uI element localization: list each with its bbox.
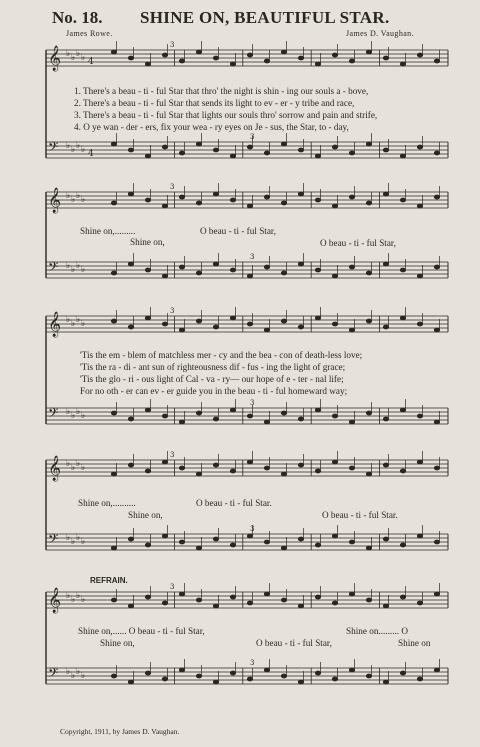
note-head — [281, 50, 286, 54]
flat-icon: ♭ — [81, 463, 86, 473]
refrain-lower-far: Shine on — [398, 638, 431, 648]
note-head — [128, 56, 133, 60]
note-head — [213, 463, 218, 467]
note-head — [111, 674, 116, 678]
note-head — [400, 469, 405, 473]
note-head — [196, 472, 201, 476]
note-head — [434, 151, 439, 155]
verse-line-4: 4. O ye wan - der - ers, fix your wea - ry eyes on Je - sus, the Star, to - day, — [74, 122, 349, 132]
note-head — [315, 595, 320, 599]
note-head — [281, 319, 286, 323]
note-head — [417, 677, 422, 681]
triplet-mark: 3 — [250, 399, 255, 407]
note-head — [281, 142, 286, 146]
note-head — [332, 322, 337, 326]
note-head — [196, 411, 201, 415]
system4-upper-right: O beau - ti - ful Star. — [196, 498, 272, 508]
note-head — [332, 204, 337, 208]
note-head — [179, 59, 184, 63]
note-head — [349, 151, 354, 155]
note-head — [264, 195, 269, 199]
chorus-line-2: 'Tis the ra - di - ant sun of righteousness dif - fus - ing the light of grace; — [80, 362, 346, 372]
treble-clef-icon: 𝄞 — [48, 312, 62, 337]
flat-icon: ♭ — [66, 261, 71, 271]
system4-upper-left: Shine on,.......... — [78, 498, 136, 508]
note-head — [366, 411, 371, 415]
note-head — [264, 466, 269, 470]
flat-icon: ♭ — [76, 191, 81, 201]
hymn-title: SHINE ON, BEAUTIFUL STAR. — [140, 8, 390, 27]
note-head — [434, 540, 439, 544]
note-head — [281, 674, 286, 678]
flat-icon: ♭ — [76, 533, 81, 543]
flat-icon: ♭ — [71, 195, 76, 205]
flat-icon: ♭ — [66, 49, 71, 59]
note-head — [128, 417, 133, 421]
note-head — [196, 546, 201, 550]
note-head — [434, 420, 439, 424]
note-head — [332, 534, 337, 538]
note-head — [145, 62, 150, 66]
note-head — [162, 322, 167, 326]
note-head — [349, 540, 354, 544]
note-head — [213, 417, 218, 421]
note-head — [298, 417, 303, 421]
flat-icon: ♭ — [66, 407, 71, 417]
note-head — [145, 408, 150, 412]
note-head — [417, 274, 422, 278]
flat-icon: ♭ — [71, 319, 76, 329]
note-head — [298, 192, 303, 196]
note-head — [315, 543, 320, 547]
note-head — [230, 268, 235, 272]
note-head — [332, 274, 337, 278]
system2-lower-right: O beau - ti - ful Star, — [200, 226, 276, 236]
hymn-number: No. 18. — [52, 8, 103, 27]
note-head — [383, 680, 388, 684]
note-head — [434, 59, 439, 63]
note-head — [247, 677, 252, 681]
treble-clef-icon: 𝄞 — [48, 588, 62, 613]
note-head — [196, 674, 201, 678]
note-head — [162, 534, 167, 538]
note-head — [383, 56, 388, 60]
note-head — [332, 601, 337, 605]
lyricist-credit: James Rowe. — [66, 29, 113, 38]
note-head — [349, 59, 354, 63]
note-head — [366, 271, 371, 275]
note-head — [179, 265, 184, 269]
note-head — [349, 265, 354, 269]
note-head — [366, 319, 371, 323]
note-head — [247, 322, 252, 326]
note-head — [162, 460, 167, 464]
note-head — [298, 537, 303, 541]
note-head — [230, 408, 235, 412]
note-head — [162, 601, 167, 605]
note-head — [366, 201, 371, 205]
note-head — [298, 262, 303, 266]
note-head — [383, 262, 388, 266]
bass-clef-icon: 𝄢 — [48, 665, 59, 684]
flat-icon: ♭ — [81, 671, 86, 681]
note-head — [315, 198, 320, 202]
note-head — [247, 601, 252, 605]
note-head — [349, 420, 354, 424]
note-head — [349, 592, 354, 596]
note-head — [349, 668, 354, 672]
note-head — [366, 142, 371, 146]
note-head — [128, 325, 133, 329]
note-head — [111, 546, 116, 550]
system2-lower-left: Shine on, — [130, 237, 165, 247]
refrain-upper-right: Shine on......... O — [346, 626, 409, 636]
note-head — [383, 192, 388, 196]
flat-icon: ♭ — [66, 191, 71, 201]
note-head — [179, 151, 184, 155]
note-head — [434, 466, 439, 470]
note-head — [111, 142, 116, 146]
note-head — [281, 411, 286, 415]
flat-icon: ♭ — [66, 141, 71, 151]
note-head — [247, 274, 252, 278]
note-head — [196, 201, 201, 205]
note-head — [247, 145, 252, 149]
flat-icon: ♭ — [76, 407, 81, 417]
bass-clef-icon: 𝄢 — [48, 259, 59, 278]
treble-clef-icon: 𝄞 — [48, 46, 62, 71]
note-head — [196, 142, 201, 146]
note-head — [417, 460, 422, 464]
bass-clef-icon: 𝄢 — [48, 531, 59, 550]
flat-icon: ♭ — [81, 145, 86, 155]
note-head — [349, 328, 354, 332]
note-head — [366, 598, 371, 602]
triplet-mark: 3 — [170, 451, 175, 459]
note-head — [281, 271, 286, 275]
note-head — [145, 671, 150, 675]
note-head — [400, 408, 405, 412]
note-head — [230, 595, 235, 599]
triplet-mark: 3 — [250, 133, 255, 141]
flat-icon: ♭ — [81, 411, 86, 421]
note-head — [247, 414, 252, 418]
note-head — [434, 195, 439, 199]
note-head — [366, 674, 371, 678]
note-head — [213, 325, 218, 329]
note-head — [247, 534, 252, 538]
note-head — [298, 463, 303, 467]
note-head — [230, 154, 235, 158]
flat-icon: ♭ — [76, 459, 81, 469]
flat-icon: ♭ — [81, 195, 86, 205]
note-head — [145, 268, 150, 272]
time-signature: 4 — [88, 57, 94, 67]
composer-credit: James D. Vaughan. — [346, 29, 414, 38]
bass-clef-icon: 𝄢 — [48, 139, 59, 158]
note-head — [264, 59, 269, 63]
note-head — [179, 592, 184, 596]
note-head — [230, 198, 235, 202]
note-head — [128, 604, 133, 608]
note-head — [230, 316, 235, 320]
note-head — [400, 268, 405, 272]
note-head — [332, 677, 337, 681]
flat-icon: ♭ — [81, 319, 86, 329]
note-head — [417, 322, 422, 326]
note-head — [111, 472, 116, 476]
note-head — [366, 472, 371, 476]
note-head — [417, 414, 422, 418]
note-head — [247, 53, 252, 57]
chorus-line-3: 'Tis the glo - ri - ous light of Cal - va - ry— our hope of e - ter - nal life; — [80, 374, 344, 384]
note-head — [332, 460, 337, 464]
note-head — [179, 668, 184, 672]
note-head — [145, 543, 150, 547]
system4-lower-left: Shine on, — [128, 510, 163, 520]
triplet-mark: 3 — [250, 253, 255, 261]
flat-icon: ♭ — [76, 591, 81, 601]
note-head — [383, 325, 388, 329]
flat-icon: ♭ — [71, 595, 76, 605]
flat-icon: ♭ — [71, 463, 76, 473]
note-head — [383, 604, 388, 608]
note-head — [400, 671, 405, 675]
note-head — [434, 592, 439, 596]
note-head — [213, 537, 218, 541]
note-head — [383, 463, 388, 467]
note-head — [213, 262, 218, 266]
note-head — [349, 466, 354, 470]
note-head — [298, 148, 303, 152]
note-head — [315, 671, 320, 675]
note-head — [400, 543, 405, 547]
refrain-upper: Shine on,...... O beau - ti - ful Star, — [78, 626, 205, 636]
note-head — [196, 271, 201, 275]
triplet-mark: 3 — [170, 583, 175, 591]
verse-line-1: 1. There's a beau - ti - ful Star that thro' the night is shin - ing our souls a - bove, — [74, 86, 369, 96]
note-head — [179, 420, 184, 424]
verse-line-3: 3. There's a beau - ti - ful Star that lights our souls thro' sorrow and pain and strife, — [74, 110, 378, 120]
note-head — [264, 668, 269, 672]
note-head — [111, 271, 116, 275]
flat-icon: ♭ — [81, 537, 86, 547]
note-head — [332, 414, 337, 418]
note-head — [366, 50, 371, 54]
flat-icon: ♭ — [71, 265, 76, 275]
time-signature: 4 — [88, 149, 94, 159]
note-head — [111, 598, 116, 602]
note-head — [315, 316, 320, 320]
note-head — [247, 204, 252, 208]
note-head — [145, 595, 150, 599]
system2-upper-right: O beau - ti - ful Star, — [320, 238, 396, 248]
note-head — [213, 56, 218, 60]
note-head — [383, 537, 388, 541]
note-head — [128, 192, 133, 196]
note-head — [400, 62, 405, 66]
note-head — [196, 319, 201, 323]
flat-icon: ♭ — [81, 53, 86, 63]
flat-icon: ♭ — [76, 667, 81, 677]
chorus-line-4: For no oth - er can ev - er guide you in the beau - ti - ful homeward way; — [80, 386, 348, 396]
flat-icon: ♭ — [81, 595, 86, 605]
note-head — [400, 316, 405, 320]
note-head — [400, 198, 405, 202]
note-head — [315, 268, 320, 272]
note-head — [298, 604, 303, 608]
note-head — [230, 62, 235, 66]
flat-icon: ♭ — [71, 537, 76, 547]
triplet-mark: 3 — [170, 183, 175, 191]
note-head — [179, 466, 184, 470]
note-head — [145, 316, 150, 320]
note-head — [145, 198, 150, 202]
flat-icon: ♭ — [66, 591, 71, 601]
note-head — [179, 540, 184, 544]
note-head — [196, 50, 201, 54]
note-head — [383, 417, 388, 421]
note-head — [298, 325, 303, 329]
note-head — [128, 680, 133, 684]
note-head — [213, 148, 218, 152]
note-head — [298, 680, 303, 684]
flat-icon: ♭ — [81, 265, 86, 275]
flat-icon: ♭ — [71, 411, 76, 421]
note-head — [128, 148, 133, 152]
note-head — [400, 154, 405, 158]
note-head — [264, 420, 269, 424]
note-head — [417, 53, 422, 57]
note-head — [179, 195, 184, 199]
flat-icon: ♭ — [66, 533, 71, 543]
note-head — [128, 262, 133, 266]
note-head — [230, 543, 235, 547]
flat-icon: ♭ — [66, 315, 71, 325]
note-head — [111, 50, 116, 54]
note-head — [128, 463, 133, 467]
flat-icon: ♭ — [76, 315, 81, 325]
note-head — [264, 265, 269, 269]
note-head — [349, 195, 354, 199]
flat-icon: ♭ — [76, 49, 81, 59]
note-head — [281, 201, 286, 205]
treble-clef-icon: 𝄞 — [48, 188, 62, 213]
note-head — [434, 328, 439, 332]
note-head — [128, 537, 133, 541]
note-head — [332, 53, 337, 57]
note-head — [196, 598, 201, 602]
note-head — [145, 469, 150, 473]
note-head — [145, 154, 150, 158]
note-head — [417, 145, 422, 149]
triplet-mark: 3 — [170, 307, 175, 315]
note-head — [315, 154, 320, 158]
note-head — [400, 595, 405, 599]
note-head — [213, 680, 218, 684]
note-head — [264, 328, 269, 332]
flat-icon: ♭ — [66, 459, 71, 469]
note-head — [417, 601, 422, 605]
note-head — [434, 668, 439, 672]
note-head — [417, 534, 422, 538]
copyright-notice: Copyright, 1911, by James D. Vaughan. — [60, 727, 180, 736]
flat-icon: ♭ — [71, 671, 76, 681]
note-head — [332, 145, 337, 149]
triplet-mark: 3 — [250, 659, 255, 667]
note-head — [213, 192, 218, 196]
note-head — [230, 469, 235, 473]
note-head — [315, 469, 320, 473]
note-head — [264, 592, 269, 596]
note-head — [162, 53, 167, 57]
verse-line-2: 2. There's a beau - ti - ful Star that sends its light to ev - er - y tribe and race, — [74, 98, 355, 108]
flat-icon: ♭ — [66, 667, 71, 677]
note-head — [162, 274, 167, 278]
refrain-lower-right: O beau - ti - ful Star, — [256, 638, 332, 648]
note-head — [315, 62, 320, 66]
note-head — [434, 265, 439, 269]
note-head — [366, 546, 371, 550]
bass-clef-icon: 𝄢 — [48, 405, 59, 424]
note-head — [179, 328, 184, 332]
note-head — [417, 204, 422, 208]
note-head — [230, 671, 235, 675]
flat-icon: ♭ — [71, 145, 76, 155]
note-head — [281, 546, 286, 550]
note-head — [162, 677, 167, 681]
note-head — [264, 540, 269, 544]
treble-clef-icon: 𝄞 — [48, 456, 62, 481]
flat-icon: ♭ — [76, 261, 81, 271]
note-head — [162, 414, 167, 418]
note-head — [298, 56, 303, 60]
triplet-mark: 3 — [170, 41, 175, 49]
note-head — [162, 145, 167, 149]
system4-lower-right: O beau - ti - ful Star. — [322, 510, 398, 520]
note-head — [383, 148, 388, 152]
triplet-mark: 3 — [250, 525, 255, 533]
note-head — [281, 598, 286, 602]
note-head — [111, 319, 116, 323]
system2-upper-left: Shine on,......... — [80, 226, 136, 236]
flat-icon: ♭ — [76, 141, 81, 151]
note-head — [162, 204, 167, 208]
note-head — [315, 408, 320, 412]
refrain-label: REFRAIN. — [90, 576, 128, 585]
note-head — [247, 460, 252, 464]
note-head — [281, 472, 286, 476]
note-head — [111, 201, 116, 205]
refrain-lower: Shine on, — [100, 638, 135, 648]
chorus-line-1: 'Tis the em - blem of matchless mer - cy and the bea - con of death-less love; — [80, 350, 363, 360]
note-head — [264, 151, 269, 155]
note-head — [111, 411, 116, 415]
note-head — [213, 604, 218, 608]
flat-icon: ♭ — [71, 53, 76, 63]
